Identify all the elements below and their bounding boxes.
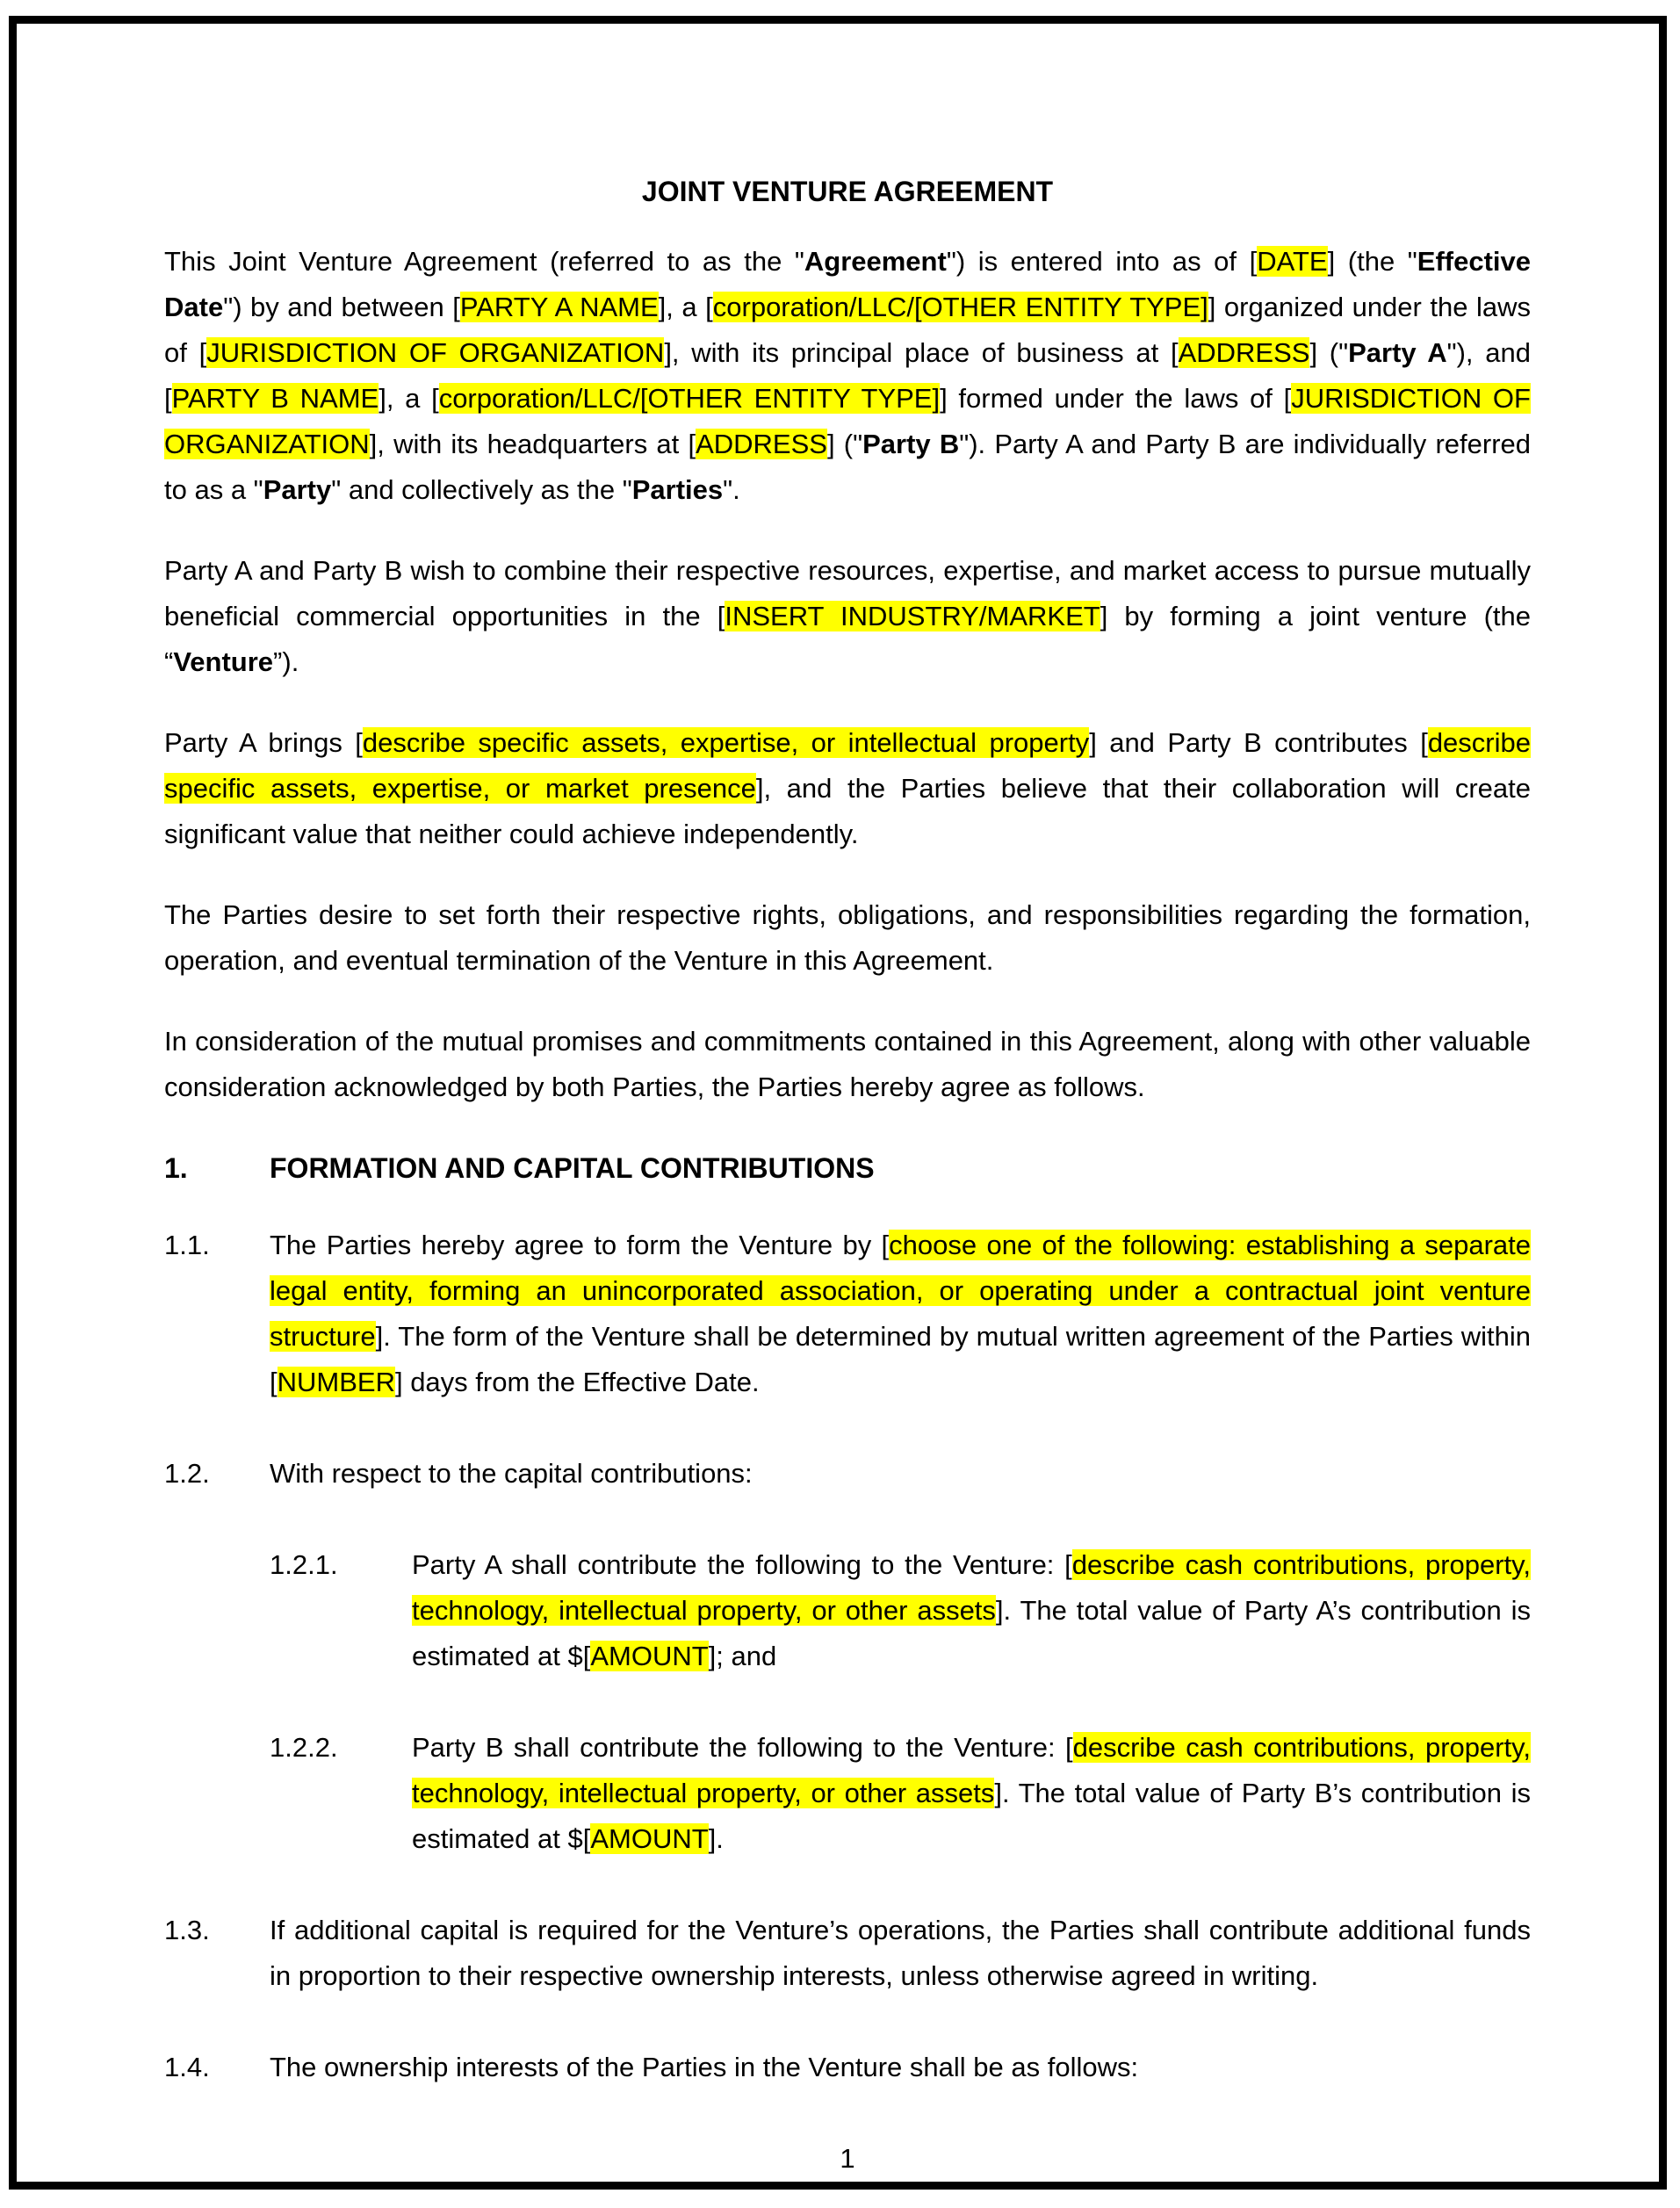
text-run: The Parties desire to set forth their respective rights, obligations, and responsibilities regarding the formation, operation, and eventual termination of the Venture in this Agreement. (164, 899, 1531, 976)
paragraph (164, 892, 1531, 984)
text-run: Party A (1348, 337, 1447, 368)
highlighted-placeholder: AMOUNT (590, 1641, 709, 1671)
clause-number: 1.3. (164, 1915, 210, 1945)
text-run: Venture (173, 646, 274, 677)
clause-number: 1.4. (164, 2052, 210, 2082)
text-run: ] organized under the laws of [ (164, 292, 1531, 368)
text-run: Party A shall contribute the following to the Venture: [ (412, 1549, 1072, 1580)
text-run: If additional capital is required for the Venture’s operations, the Parties shall contribute additional funds in proportion to their respective ownership interests, unless otherwise agreed in writing. (270, 1915, 1531, 1991)
highlighted-placeholder: PARTY A NAME (459, 292, 659, 322)
clause-row (164, 1223, 1531, 1405)
text-run: The Parties hereby agree to form the Venture by [ (270, 1230, 890, 1260)
highlighted-placeholder: describe cash contributions, property, technology, intellectual property, or other assets (412, 1549, 1531, 1626)
text-run: ]. The total value of Party B’s contribution is estimated at $[ (412, 1778, 1531, 1854)
text-run: Party (263, 474, 332, 505)
text-run: With respect to the capital contributions: (270, 1458, 753, 1489)
clause-row (164, 1451, 1531, 1497)
text-run: ] by forming a joint venture (the “ (164, 601, 1532, 677)
section-number: 1. (164, 1152, 188, 1184)
highlighted-placeholder: ADDRESS (696, 429, 827, 459)
highlighted-placeholder: choose one of the following: establishing a separate legal entity, forming an unincorporated association, or operating under a contractual joint venture structure (270, 1230, 1531, 1352)
text-run: ]; and (708, 1641, 777, 1671)
highlighted-placeholder: describe cash contributions, property, technology, intellectual property, or other assets (412, 1732, 1531, 1808)
clause-number: 1.2.1. (270, 1549, 338, 1580)
text-run: " and collectively as the " (331, 474, 632, 505)
clause-text (270, 1451, 1531, 1497)
text-run: Party B (862, 429, 960, 459)
clause-number: 1.1. (164, 1230, 210, 1260)
text-run: ] days from the Effective Date. (394, 1367, 760, 1397)
paragraph (164, 548, 1531, 685)
highlighted-placeholder: corporation/LLC/[OTHER ENTITY TYPE] (438, 383, 941, 414)
clause-text (412, 1542, 1531, 1679)
section-clauses (164, 1223, 1531, 2090)
text-run: "). Party A and Party B are individually referred to as a " (164, 429, 1532, 505)
highlighted-placeholder: corporation/LLC/[OTHER ENTITY TYPE] (712, 292, 1208, 322)
clause-row (164, 2045, 1531, 2090)
text-run: This Joint Venture Agreement (referred to as the " (164, 246, 804, 277)
text-run: ]. The form of the Venture shall be determined by mutual written agreement of the Parties within [ (270, 1321, 1531, 1397)
text-run: In consideration of the mutual promises and commitments contained in this Agreement, along with other valuable consideration acknowledged by both Parties, the Parties hereby agree as follows. (164, 1026, 1531, 1102)
highlighted-placeholder: JURISDICTION OF ORGANIZATION (206, 337, 665, 368)
clause-text (412, 1725, 1531, 1862)
highlighted-placeholder: PARTY B NAME (171, 383, 379, 414)
text-run: ]. (708, 1823, 724, 1854)
text-run: Agreement (804, 246, 947, 277)
text-run: "), and [ (164, 337, 1531, 414)
text-run: ”). (273, 646, 299, 677)
preamble (164, 239, 1531, 1110)
text-run: ], a [ (379, 383, 439, 414)
clause-row (164, 1908, 1531, 1999)
section-heading (164, 1145, 1531, 1191)
text-run: ], a [ (658, 292, 713, 322)
paragraph (164, 1019, 1531, 1110)
highlighted-placeholder: ADDRESS (1178, 337, 1310, 368)
text-run: ], with its headquarters at [ (369, 429, 696, 459)
text-run: Parties (631, 474, 724, 505)
highlighted-placeholder: NUMBER (277, 1367, 395, 1397)
text-run: ") is entered into as of [ (946, 246, 1258, 277)
document-title: JOINT VENTURE AGREEMENT (641, 176, 1054, 207)
text-run: ]. The total value of Party A’s contribution is estimated at $[ (412, 1595, 1531, 1671)
highlighted-placeholder: describe specific assets, expertise, or market presence (164, 727, 1531, 804)
text-run: ". (723, 474, 740, 505)
clause-number: 1.2. (164, 1458, 210, 1489)
text-run: Party A and Party B wish to combine their respective resources, expertise, and market access to pursue mutually beneficial commercial opportunities in the [ (164, 555, 1531, 631)
highlighted-placeholder: JURISDICTION OF ORGANIZATION (164, 383, 1531, 459)
clause-text (270, 1223, 1531, 1405)
text-run: The ownership interests of the Parties in the Venture shall be as follows: (270, 2052, 1139, 2082)
text-run: ] (" (826, 429, 863, 459)
text-run: ] and Party B contributes [ (1089, 727, 1428, 758)
clause-text (270, 1908, 1531, 1999)
section-title: FORMATION AND CAPITAL CONTRIBUTIONS (270, 1152, 875, 1184)
clause-row (164, 1542, 1531, 1679)
text-run: ] formed under the laws of [ (940, 383, 1292, 414)
highlighted-placeholder: AMOUNT (590, 1823, 709, 1854)
highlighted-placeholder: INSERT INDUSTRY/MARKET (725, 601, 1100, 631)
text-run: ], and the Parties believe that their collaboration will create significant value that neither could achieve independently. (164, 773, 1532, 849)
paragraph (164, 239, 1531, 513)
text-run: ] (the " (1327, 246, 1417, 277)
clause-row (164, 1725, 1531, 1862)
page-number: 1 (840, 2143, 855, 2174)
text-run: ") by and between [ (223, 292, 460, 322)
page-border (9, 16, 1667, 2190)
text-run: Party B shall contribute the following to the Venture: [ (412, 1732, 1073, 1763)
clause-text (270, 2045, 1531, 2090)
text-run: Party A brings [ (164, 727, 363, 758)
highlighted-placeholder: DATE (1257, 246, 1328, 277)
text-run: ], with its principal place of business at [ (664, 337, 1179, 368)
text-run: Effective Date (164, 246, 1531, 322)
paragraph (164, 720, 1531, 857)
text-run: ] (" (1309, 337, 1349, 368)
clause-number: 1.2.2. (270, 1732, 338, 1763)
highlighted-placeholder: describe specific assets, expertise, or intellectual property (362, 727, 1090, 758)
page-content (17, 24, 1659, 2182)
